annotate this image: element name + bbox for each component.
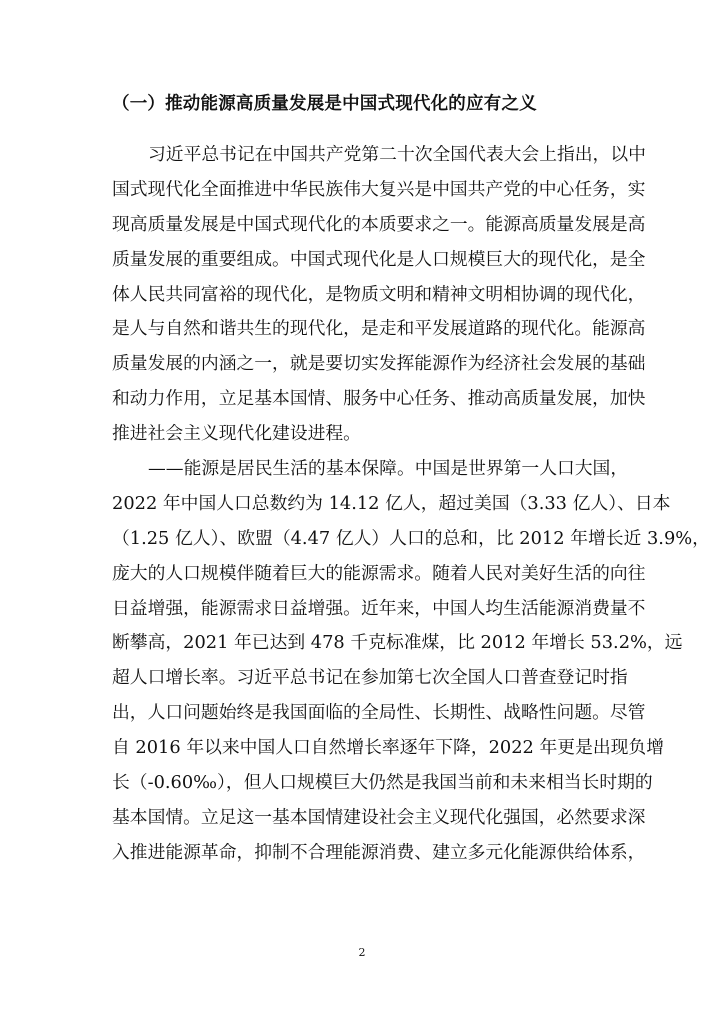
paragraph-1 [112,138,646,452]
paragraph-line: 日益增强，能源需求日益增强。近年来，中国人均生活能源消费量不 [112,597,646,619]
paragraph-line: 现高质量发展是中国式现代化的本质要求之一。能源高质量发展是高 [112,213,646,235]
paragraph-line: 2022 年中国人口总数约为 14.12 亿人，超过美国（3.33 亿人）、日本 [112,492,671,514]
paragraph-line: 习近平总书记在中国共产党第二十次全国代表大会上指出，以中 [148,144,646,165]
paragraph-line: 质量发展的内涵之一，就是要切实发挥能源作为经济社会发展的基础 [112,353,646,375]
page-number: 2 [358,946,366,959]
section-heading: （一）推动能源高质量发展是中国式现代化的应有之义 [112,94,537,114]
paragraph-line: 入推进能源革命，抑制不合理能源消费、建立多元化能源供给体系， [112,841,646,863]
paragraph-line: 庞大的人口规模伴随着巨大的能源需求。随着人民对美好生活的向往 [112,562,646,584]
body-text [112,138,710,871]
paragraph-line: 是人与自然和谐共生的现代化，是走和平发展道路的现代化。能源高 [112,318,646,340]
paragraph-line: ——能源是居民生活的基本保障。中国是世界第一人口大国， [148,458,629,480]
paragraph-line: 出，人口问题始终是我国面临的全局性、长期性、战略性问题。尽管 [112,702,646,724]
paragraph-line: 国式现代化全面推进中华民族伟大复兴是中国共产党的中心任务，实 [112,178,646,200]
paragraph-line: 基本国情。立足这一基本国情建设社会主义现代化强国，必然要求深 [112,806,646,828]
paragraph-line: 长（-0.60‰），但人口规模巨大仍然是我国当前和未来相当长时期的 [112,772,653,794]
paragraph-line: （1.25 亿人）、欧盟（4.47 亿人）人口的总和，比 2012 年增长近 3.9%， [112,527,710,549]
paragraph-2 [112,452,710,871]
paragraph-line: 推进社会主义现代化建设进程。 [112,423,361,445]
paragraph-line: 自 2016 年以来中国人口自然增长率逐年下降，2022 年更是出现负增 [112,737,664,759]
paragraph-line: 超人口增长率。习近平总书记在参加第七次全国人口普查登记时指 [112,667,628,689]
paragraph-line: 体人民共同富裕的现代化，是物质文明和精神文明相协调的现代化， [112,283,646,305]
paragraph-line: 质量发展的重要组成。中国式现代化是人口规模巨大的现代化，是全 [112,248,646,270]
paragraph-line: 和动力作用，立足基本国情、服务中心任务、推动高质量发展，加快 [112,388,646,410]
paragraph-line: 断攀高，2021 年已达到 478 千克标准煤，比 2012 年增长 53.2%，远 [112,632,683,654]
